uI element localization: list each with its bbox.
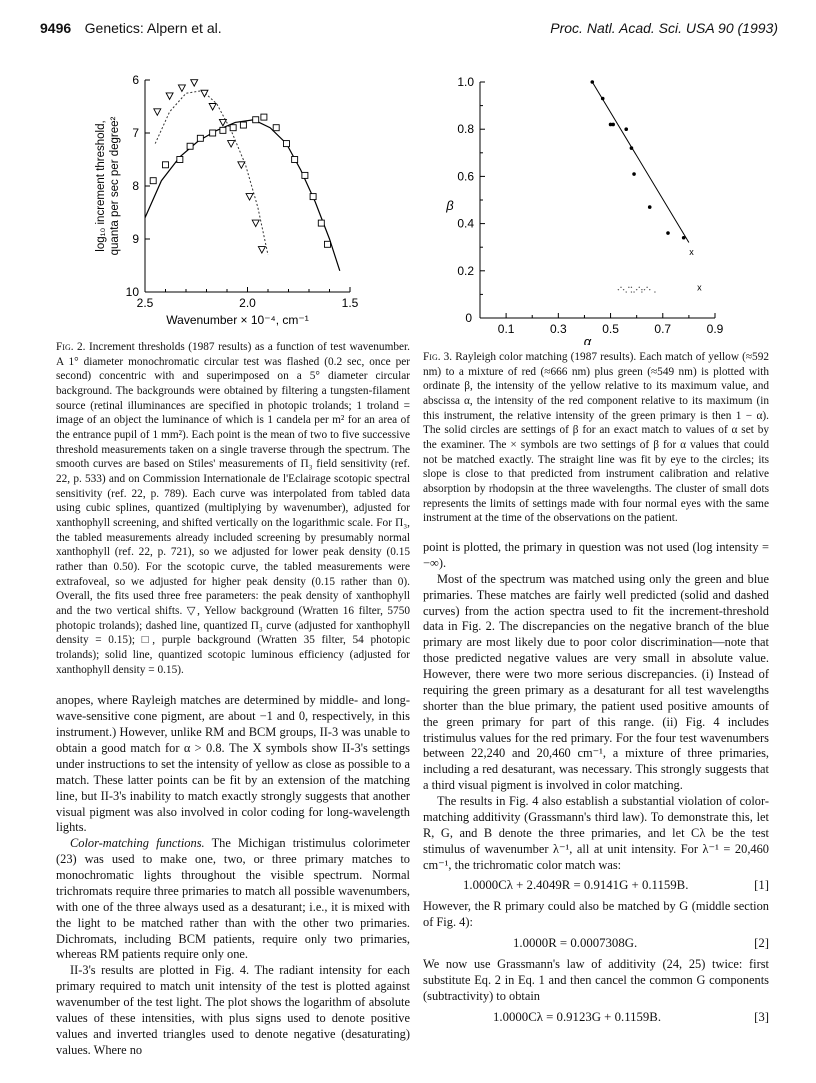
y-axis-label-line-1: log₁₀ increment threshold, [95, 120, 107, 252]
x-tick-label: 0.5 [602, 322, 619, 336]
journal-citation: Proc. Natl. Acad. Sci. USA 90 (1993) [550, 20, 778, 36]
normal-eye-dot [646, 287, 647, 288]
y-tick-label: 0.4 [457, 216, 474, 231]
purple-background-point [187, 143, 193, 149]
match-point [630, 146, 634, 150]
unmatched-x-mark: x [697, 282, 702, 293]
equation-1-number: [1] [754, 878, 769, 893]
match-point [601, 97, 605, 101]
normal-eye-dot [641, 291, 642, 292]
x-axis-label: Wavenumber × 10⁻⁴, cm⁻¹ [166, 313, 309, 327]
right-paragraph-2: Most of the spectrum was matched using only the green and blue primaries. These matches are fairly well predicted (solid and dashed curves) from the action spectra used to fit the increment-threshold data in Fig. 2. The discrepancies on the negative branch of the blue primary are most likely due to poor color discrimination—note that those predicted negative values are very small in absolute value. However, there were two more serious discrepancies. (i) Instead of requiring the green primary as a desaturant for all test wavelengths shorter than the blue primary, the patient used positive amounts of the green primary for part of this range. (ii) Fig. 4 includes tristimulus values for the red primary. For the four test wavenumbers between 22,240 and 20,460 cm⁻¹, a mixture of three primaries, including a red desaturant, was necessary. This strongly suggests that a third visual pigment is involved in color matching. [423, 571, 769, 793]
yellow-background-point [228, 141, 235, 148]
x-tick-label: 2.0 [239, 296, 256, 310]
y-tick-label: 0.6 [457, 169, 474, 184]
normal-eye-dot [639, 287, 640, 288]
x-axis-label: α [583, 334, 592, 345]
y-tick-label: 6 [132, 73, 139, 87]
normal-eye-dot [649, 289, 650, 290]
purple-background-point [197, 135, 203, 141]
purple-background-point [302, 172, 308, 178]
origin-label: 0 [465, 311, 472, 325]
yellow-background-point [238, 162, 245, 169]
purple-background-point [177, 157, 183, 163]
color-matching-heading: Color-matching functions. [70, 836, 205, 851]
x-tick-label: 0.7 [654, 322, 672, 336]
left-column [56, 340, 410, 1059]
y-tick-label: 0.2 [457, 263, 474, 278]
normal-eye-dot [654, 291, 655, 292]
running-title: Genetics: Alpern et al. [84, 20, 222, 36]
purple-background-point [230, 125, 236, 131]
y-tick-label: 0.8 [457, 122, 474, 137]
equation-2 [423, 931, 769, 957]
equation-1 [423, 873, 769, 899]
purple-background-point [253, 117, 259, 123]
match-point [648, 205, 652, 209]
y-tick-label: 1.0 [457, 75, 474, 89]
purple-background-point [318, 220, 324, 226]
left-paragraph-1: anopes, where Rayleigh matches are determined by middle- and long-wave-sensitive cone pigment, are about −1 and 0, respectively, in this instrument.) However, unlike RM and BCM groups, II-3 was unable to obtain a good match for α > 0.8. The X symbols show II-3's settings under instructions to set the intensity of yellow as close as possible to a match. These latter points can be fit by an extension of the matching line, but II-3's inability to match exactly strongly suggests that another visual pigment was also involved in color coding for long-wavelength lights. [56, 693, 410, 835]
page-header-left [40, 20, 222, 38]
normal-eye-dot [644, 289, 645, 290]
y-tick-label: 10 [125, 285, 139, 299]
yellow-background-point [258, 247, 265, 254]
equation-3-body: 1.0000Cλ = 0.9123G + 0.1159B. [493, 1009, 662, 1024]
normal-eye-dot [618, 289, 619, 290]
y-tick-label: 8 [132, 179, 139, 193]
purple-background-point [240, 122, 246, 128]
left-paragraph-color-matching [56, 836, 410, 963]
x-tick-label: 2.5 [136, 296, 154, 310]
left-paragraph-3: II-3's results are plotted in Fig. 4. The radiant intensity for each primary required to match unit intensity of the test is plotted against wavenumber of the test light. The plot shows the logarithm of absolute values of these intensities, with plus signs used to denote positive values and inverted triangles used to denote negative (desaturating) values. Where no [56, 963, 410, 1057]
y-axis-label-line-2: quanta per sec per degree² [109, 116, 121, 256]
figure-2-caption [56, 340, 410, 677]
page-number: 9496 [40, 20, 72, 36]
purple-background-point [220, 127, 226, 133]
purple-background-point [273, 125, 279, 131]
yellow-background-point [252, 220, 259, 227]
figure-2-chart [60, 70, 390, 332]
normal-eye-dot [620, 287, 621, 288]
yellow-background-point [154, 109, 161, 116]
x-tick-label: 1.5 [341, 296, 359, 310]
normal-eye-dot [631, 287, 632, 288]
purple-background-point [210, 130, 216, 136]
purple-background-point [150, 178, 156, 184]
purple-background-point [324, 241, 330, 247]
figure-2-caption-label: Fig. 2. [56, 341, 86, 353]
match-point [611, 123, 615, 127]
right-column [423, 350, 769, 1031]
yellow-background-point [219, 119, 226, 126]
y-tick-label: 7 [132, 126, 139, 140]
normal-eye-dot [626, 291, 627, 292]
normal-eye-dot [628, 287, 629, 288]
equation-2-body: 1.0000R = 0.0007308G. [513, 936, 638, 951]
right-paragraph-3: The results in Fig. 4 also establish a substantial violation of color-matching additivity (Grassmann's third law). To demonstrate this, let R, G, and B denote the three primaries, and let Cλ be the test stimulus of wavenumber λ⁻¹, all at unit intensity. For λ⁻¹ = 20,460 cm⁻¹, the trichromatic color match was: [423, 794, 769, 872]
figure-2-caption-text: Increment thresholds (1987 results) as a function of test wavenumber. A 1° diameter monochromatic circular test was flashed (0.2 sec, once per second) concentric with and superimposed on a 5° diameter circular background. The backgrounds were obtained by filtering a tungsten-filament source (retinal illuminances are specified in photopic trolands; 1 troland = image of an object the luminance of which is 1 candela per m² for an area of the entrance pupil of 1 mm²). Each point is the mean of two to five successive threshold measurements taken on a single traverse through the spectrum. The smooth curves are based on Stiles' measurements of Π₃ field sensitivity (ref. 22, p. 533) and on Commission Internationale de l'Eclairage scotopic spectral sensitivity (ref. 22, p. 789). Each curve was interpolated from tabled data using cubic splines, quantized (multiplying by wavenumber), adjusted for xanthophyll screening, and shifted vertically on the logarithmic scale. For Π₃, the tabled measurements already included screening by presumably normal xanthophyll (ref. 22, p. 721), so we adjusted for lower peak density (0.15 rather than 0.50). For the scotopic curve, the tabled measurements were extrafoveal, so we adjusted for higher peak density (0.15 rather than 0). Overall, the fits used three free parameters: the peak density of xanthophyll and the two vertical shifts. ▽, Yellow background (Wratten 16 filter, 5750 photopic trolands); dashed line, quantized Π₃ curve (adjusted for xanthophyll density = 0.15); □, purple background (Wratten 35 filter, 54 photopic trolands); solid line, quantized scotopic luminous efficiency (adjusted for xanthophyll density = 0.15). [56, 341, 410, 676]
purple-background-point [283, 141, 289, 147]
purple-background-point [261, 114, 267, 120]
fit-line [592, 82, 689, 242]
yellow-background-point [209, 104, 216, 111]
x-tick-label: 0.9 [706, 322, 724, 336]
equation-1-body: 1.0000Cλ + 2.4049R = 0.9141G + 0.1159B. [463, 878, 689, 893]
right-paragraph-4: However, the R primary could also be matched by G (middle section of Fig. 4): [423, 899, 769, 930]
purple-background-point [292, 157, 298, 163]
scotopic-dashed-curve [155, 91, 268, 255]
purple-background-point [310, 194, 316, 200]
yellow-background-point [201, 90, 208, 97]
yellow-background-point [166, 93, 173, 100]
match-point [632, 172, 636, 176]
match-point [682, 236, 686, 240]
match-point [590, 80, 594, 84]
normal-eye-dot [633, 291, 634, 292]
unmatched-x-mark: x [689, 246, 694, 257]
right-paragraph-5: We now use Grassmann's law of additivity (24, 25) twice: first substitute Eq. 2 in Eq. 1 and then cancel the common G components (subtractivity) to obtain [423, 957, 769, 1003]
color-matching-text: The Michigan tristimulus colorimeter (23) was used to make one, two, or three primary matches to monochromatic lights throughout the visible spectrum. Normal trichromats require three primaries to match all possible wavenumbers, with one of the three always used as a desaturant; i.e., it is mixed with the light to be matched rather than with the other two primaries. Dichromats, including BCM patients, require only two primaries, whereas RM patients require only one. [56, 836, 410, 962]
normal-eye-dot [636, 289, 637, 290]
normal-eye-dot [631, 291, 632, 292]
x-tick-label: 0.3 [549, 322, 567, 336]
x-tick-label: 0.1 [497, 322, 515, 336]
equation-3-number: [3] [754, 1009, 769, 1024]
y-axis-label: β [446, 198, 454, 213]
normal-eye-dot [641, 289, 642, 290]
yellow-background-point [246, 194, 253, 201]
figure-3-caption [423, 350, 769, 526]
yellow-background-point [178, 85, 185, 92]
equation-3 [423, 1005, 769, 1031]
equation-2-number: [2] [754, 936, 769, 951]
purple-background-point [163, 162, 169, 168]
normal-eye-dot [623, 289, 624, 290]
match-point [666, 231, 670, 235]
figure-3-caption-label: Fig. 3. [423, 351, 453, 363]
yellow-background-point [191, 80, 198, 87]
figure-3-caption-text: Rayleigh color matching (1987 results). Each match of yellow (≈592 nm) to a mixture of red (≈666 nm) plus green (≈549 nm) is plotted with ordinate β, the intensity of the yellow relative to its maximum value, and abscissa α, the intensity of the red component relative to its maximum (in this instrument, the relative intensity of the green primary is then 1 − α). The solid circles are settings of β for an exact match to values of α set by the examiner. The × symbols are two settings of β for α values that could not be matched exactly. The straight line was fit by eye to the circles; its slope is close to that predicted from instrument calibration and relative absorption by rhodopsin at the three wavelengths. The cluster of small dots represents the limits of settings made with four normal eyes with the same instrument at the time of the observations on the patient. [423, 351, 769, 525]
y-tick-label: 9 [132, 232, 139, 246]
match-point [624, 127, 628, 131]
figure-3-chart [440, 70, 740, 345]
right-paragraph-1: point is plotted, the primary in question was not used (log intensity = −∞). [423, 540, 769, 570]
